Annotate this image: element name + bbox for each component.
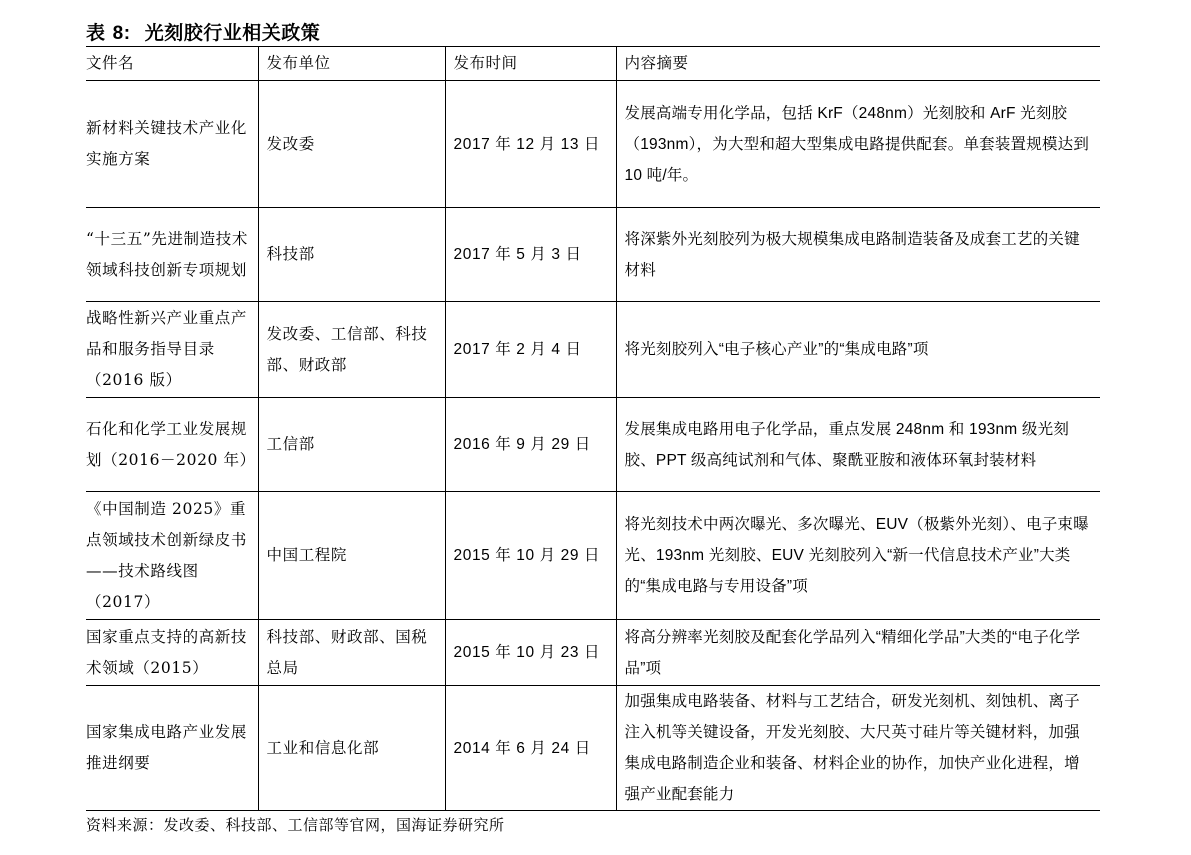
issue-date-text: 2017 年 5 月 3 日 bbox=[453, 246, 582, 263]
table-title-label: 表 bbox=[86, 22, 106, 44]
summary-text: 加强集成电路装备、材料与工艺结合，研发光刻机、刻蚀机、离子注入机等关键设备，开发光刻胶、大尺英寸硅片等关键材料，加强集成电路制造企业和装备、材料企业的协作，加快产业化进程，增强产业配套能力 bbox=[624, 693, 1080, 803]
cell-document-name bbox=[86, 208, 258, 302]
cell-document-name bbox=[86, 81, 258, 208]
header-document-name: 文件名 bbox=[86, 47, 258, 81]
cell-issuing-unit bbox=[258, 620, 445, 686]
cell-summary bbox=[616, 81, 1100, 208]
table-row bbox=[86, 302, 1100, 398]
summary-text: 将光刻胶列入“电子核心产业”的“集成电路”项 bbox=[624, 341, 929, 358]
cell-summary bbox=[616, 302, 1100, 398]
table-row bbox=[86, 208, 1100, 302]
document-name-text: 国家集成电路产业发展推进纲要 bbox=[86, 723, 248, 772]
document-name-text: 新材料关键技术产业化实施方案 bbox=[86, 119, 248, 168]
table-title-number: 8: bbox=[112, 23, 131, 44]
issuing-unit-text: 工信部 bbox=[266, 435, 315, 453]
document-name-text: 《中国制造 2025》重点领域技术创新绿皮书——技术路线图（2017） bbox=[86, 499, 248, 611]
cell-issuing-unit bbox=[258, 686, 445, 811]
summary-text: 将光刻技术中两次曝光、多次曝光、EUV（极紫外光刻）、电子束曝光、193nm 光刻胶、EUV 光刻胶列入“新一代信息技术产业”大类的“集成电路与专用设备”项 bbox=[624, 516, 1089, 595]
issue-date-text: 2016 年 9 月 29 日 bbox=[453, 436, 591, 453]
issue-date-text: 2017 年 12 月 13 日 bbox=[453, 135, 601, 153]
policy-table bbox=[86, 46, 1100, 811]
cell-issue-date bbox=[445, 208, 616, 302]
cell-issuing-unit bbox=[258, 81, 445, 208]
summary-text: 发展高端专用化学品，包括 KrF（248nm）光刻胶和 ArF 光刻胶（193nm），为大型和超大型集成电路提供配套。单套装置规模达到 10 吨/年。 bbox=[624, 104, 1090, 184]
issuing-unit-text: 中国工程院 bbox=[266, 546, 348, 564]
cell-issue-date bbox=[445, 686, 616, 811]
table-row bbox=[86, 620, 1100, 686]
cell-issuing-unit bbox=[258, 398, 445, 492]
cell-summary bbox=[616, 686, 1100, 811]
cell-summary bbox=[616, 620, 1100, 686]
summary-text: 将深紫外光刻胶列为极大规模集成电路制造装备及成套工艺的关键材料 bbox=[624, 230, 1080, 279]
table-title-text: 光刻胶行业相关政策 bbox=[144, 22, 321, 44]
issue-date-text: 2014 年 6 月 24 日 bbox=[453, 739, 591, 757]
cell-issuing-unit bbox=[258, 208, 445, 302]
document-name-text: 战略性新兴产业重点产品和服务指导目录（2016 版） bbox=[86, 309, 248, 389]
cell-document-name bbox=[86, 492, 258, 620]
table-row bbox=[86, 492, 1100, 620]
issuing-unit-text: 发改委、工信部、科技部、财政部 bbox=[266, 324, 428, 374]
header-issue-date: 发布时间 bbox=[445, 47, 616, 81]
cell-issue-date bbox=[445, 302, 616, 398]
cell-summary bbox=[616, 398, 1100, 492]
header-summary: 内容摘要 bbox=[616, 47, 1100, 81]
issue-date-text: 2017 年 2 月 4 日 bbox=[453, 341, 582, 358]
issuing-unit-text: 科技部 bbox=[266, 245, 315, 263]
cell-document-name bbox=[86, 686, 258, 811]
cell-issue-date bbox=[445, 81, 616, 208]
cell-summary bbox=[616, 492, 1100, 620]
cell-issuing-unit bbox=[258, 492, 445, 620]
table-header-row bbox=[86, 47, 1100, 81]
header-issuing-unit: 发布单位 bbox=[258, 47, 445, 81]
cell-issuing-unit bbox=[258, 302, 445, 398]
cell-document-name bbox=[86, 302, 258, 398]
summary-text: 发展集成电路用电子化学品，重点发展 248nm 和 193nm 级光刻胶、PPT 级高纯试剂和气体、聚酰亚胺和液体环氧封装材料 bbox=[624, 420, 1070, 469]
document-name-text: “十三五”先进制造技术领域科技创新专项规划 bbox=[86, 229, 248, 279]
document-name-text: 国家重点支持的高新技术领域（2015） bbox=[86, 627, 248, 677]
issuing-unit-text: 科技部、财政部、国税总局 bbox=[266, 627, 428, 677]
cell-summary bbox=[616, 208, 1100, 302]
summary-text: 将高分辨率光刻胶及配套化学品列入“精细化学品”大类的“电子化学品”项 bbox=[624, 628, 1081, 677]
table-row bbox=[86, 686, 1100, 811]
table-row bbox=[86, 398, 1100, 492]
issue-date-text: 2015 年 10 月 29 日 bbox=[453, 547, 601, 564]
cell-issue-date bbox=[445, 398, 616, 492]
issuing-unit-text: 工业和信息化部 bbox=[266, 738, 380, 757]
source-note: 资料来源：发改委、科技部、工信部等官网，国海证券研究所 bbox=[86, 816, 505, 834]
cell-issue-date bbox=[445, 492, 616, 620]
issuing-unit-text: 发改委 bbox=[266, 134, 315, 153]
table-row bbox=[86, 81, 1100, 208]
cell-document-name bbox=[86, 620, 258, 686]
table-title bbox=[86, 18, 320, 45]
cell-document-name bbox=[86, 398, 258, 492]
cell-issue-date bbox=[445, 620, 616, 686]
document-name-text: 石化和化学工业发展规划（2016－2020 年） bbox=[86, 419, 256, 469]
issue-date-text: 2015 年 10 月 23 日 bbox=[453, 644, 601, 661]
